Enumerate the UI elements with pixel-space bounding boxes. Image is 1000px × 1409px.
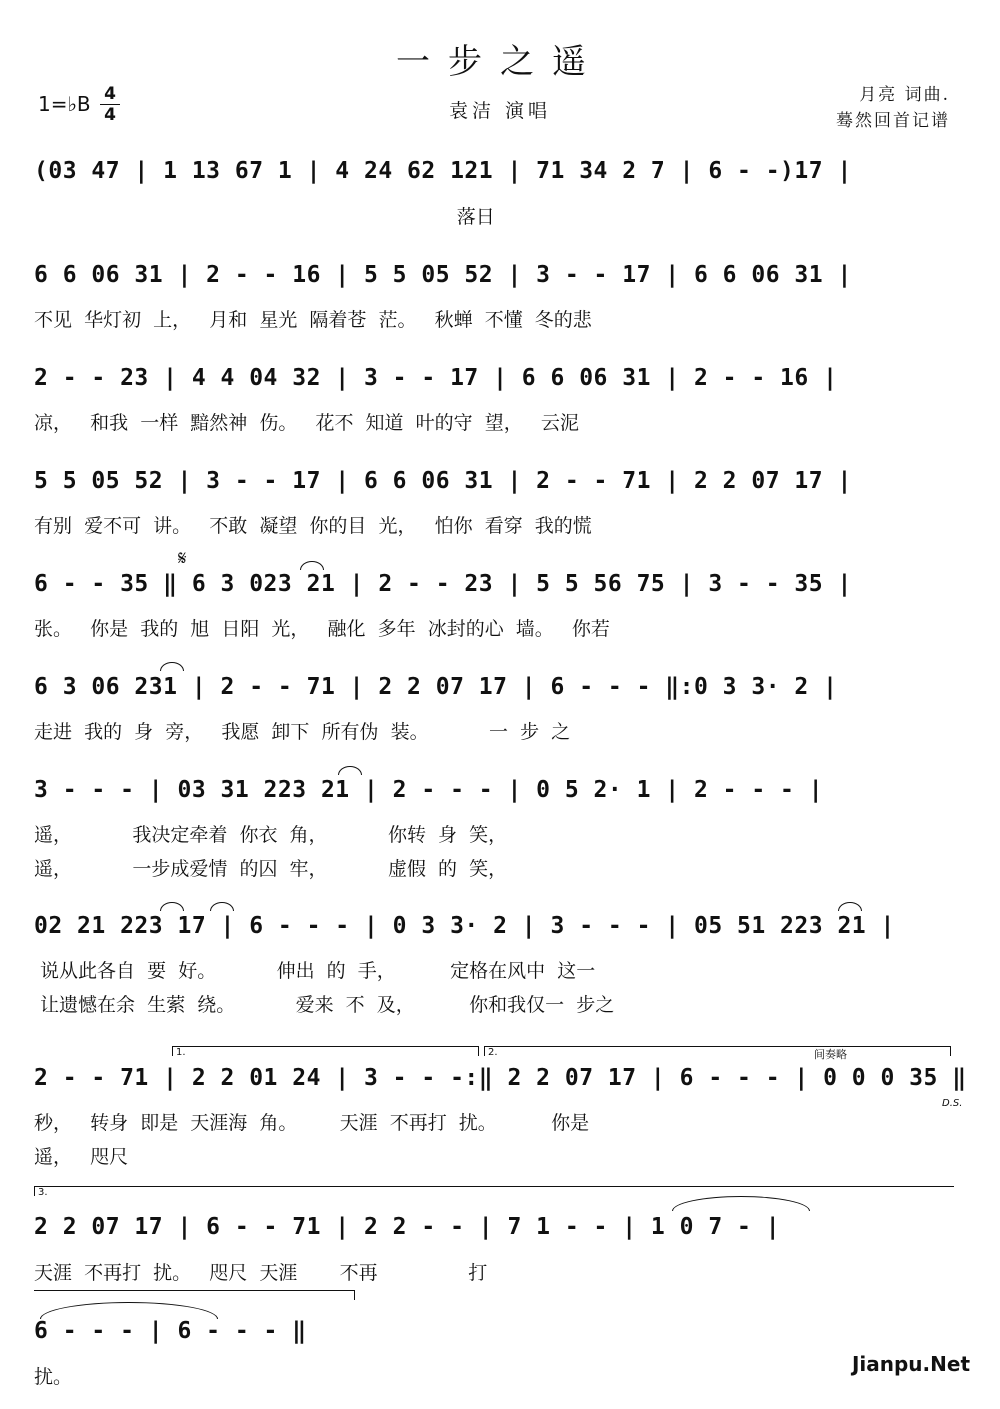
tie-bracket — [34, 1290, 354, 1291]
notes-row: 6 6 06 31 | 2 - - 16 | 5 5 05 52 | 3 - - 17 | 6 6 06 31 | — [34, 262, 852, 288]
notes-row: 6 3 06 231 | 2 - - 71 | 2 2 07 17 | 6 - - - ‖:0 3 3· 2 | — [34, 674, 838, 700]
slur-mark — [338, 766, 362, 775]
volta-1-end-tick — [478, 1046, 479, 1056]
volta-3-label: 3. — [38, 1187, 48, 1198]
lyric-row: 遥， 咫尺 — [34, 1146, 129, 1168]
ds-marking: D.S. — [942, 1098, 963, 1109]
notes-row: (03 47 | 1 13 67 1 | 4 24 62 121 | 71 34 2 7 | 6 - -)17 | — [34, 158, 852, 184]
volta-2-end-tick — [950, 1046, 951, 1056]
volta-1-tick — [172, 1046, 173, 1056]
watermark-logo: Jianpu.Net — [851, 1352, 970, 1376]
lyric-row: 走进 我的 身 旁， 我愿 卸下 所有伪 装。 一 步 之 — [34, 721, 571, 743]
volta-2-label: 2. — [488, 1047, 498, 1058]
slur-mark — [300, 561, 324, 570]
credit-score: 蓦然回首记谱 — [836, 111, 950, 131]
lyric-row: 天涯 不再打 扰。 咫尺 天涯 不再 打 — [34, 1262, 488, 1284]
volta-3-tick — [34, 1186, 35, 1196]
volta-1-bracket — [172, 1046, 478, 1047]
lyric-row: 有别 爱不可 讲。 不敢 凝望 你的目 光， 怕你 看穿 我的慌 — [34, 515, 592, 537]
lyric-row: 秒， 转身 即是 天涯海 角。 天涯 不再打 扰。 你是 — [34, 1112, 590, 1134]
interlude-note: 间奏略 — [814, 1048, 847, 1061]
lyric-row: 落日 — [34, 206, 495, 228]
slur-mark — [210, 902, 234, 911]
slur-mark — [672, 1196, 810, 1211]
slur-mark — [40, 1302, 218, 1319]
lyric-row: 遥， 一步成爱情 的囚 牢， 虚假 的 笑， — [34, 858, 508, 880]
volta-2-bracket — [484, 1046, 950, 1047]
song-title: 一步之遥 — [396, 42, 604, 82]
credit-lyrics: 月亮 词曲. — [859, 85, 950, 105]
singer: 袁洁 演唱 — [448, 100, 552, 122]
segno-sign: 𝄋 — [178, 546, 187, 570]
notes-row: 2 2 07 17 | 6 - - 71 | 2 2 - - | 7 1 - - | 1 0 7 - | — [34, 1214, 781, 1240]
tie-bracket-end — [354, 1290, 355, 1300]
volta-2-tick — [484, 1046, 485, 1056]
lyric-row: 说从此各自 要 好。 伸出 的 手， 定格在风中 这一 — [34, 960, 596, 982]
notes-row: 2 - - 71 | 2 2 01 24 | 3 - - -:‖ 2 2 07 17 | 6 - - - | 0 0 0 35 ‖ — [34, 1065, 967, 1091]
notes-row: 6 - - 35 ‖ 6 3 023 21 | 2 - - 23 | 5 5 56 75 | 3 - - 35 | — [34, 571, 852, 597]
lyric-row: 凉， 和我 一样 黯然神 伤。 花不 知道 叶的守 望， 云泥 — [34, 412, 579, 434]
notes-row: 02 21 223 17 | 6 - - - | 0 3 3· 2 | 3 - - - | 05 51 223 21 | — [34, 913, 895, 939]
slur-mark — [838, 902, 862, 911]
lyric-row: 遥， 我决定牵着 你衣 角， 你转 身 笑， — [34, 824, 508, 846]
time-signature-bottom: 4 — [100, 104, 120, 125]
slur-mark — [160, 902, 184, 911]
lyric-row: 让遗憾在余 生萦 绕。 爱来 不 及， 你和我仅一 步之 — [34, 994, 615, 1016]
lyric-row: 张。 你是 我的 旭 日阳 光， 融化 多年 冰封的心 墙。 你若 — [34, 618, 610, 640]
lyric-row: 扰。 — [34, 1366, 73, 1388]
volta-1-label: 1. — [176, 1047, 186, 1058]
notes-row: 5 5 05 52 | 3 - - 17 | 6 6 06 31 | 2 - - 71 | 2 2 07 17 | — [34, 468, 852, 494]
key-signature: 1=♭B — [38, 92, 91, 116]
notes-row: 3 - - - | 03 31 223 21 | 2 - - - | 0 5 2· 1 | 2 - - - | — [34, 777, 824, 803]
notes-row: 6 - - - | 6 - - - ‖ — [34, 1318, 307, 1344]
notes-row: 2 - - 23 | 4 4 04 32 | 3 - - 17 | 6 6 06 31 | 2 - - 16 | — [34, 365, 838, 391]
volta-3-bracket — [34, 1186, 954, 1187]
lyric-row: 不见 华灯初 上， 月和 星光 隔着苍 茫。 秋蝉 不懂 冬的悲 — [34, 309, 592, 331]
slur-mark — [160, 662, 184, 671]
time-signature-top: 4 — [104, 84, 116, 104]
